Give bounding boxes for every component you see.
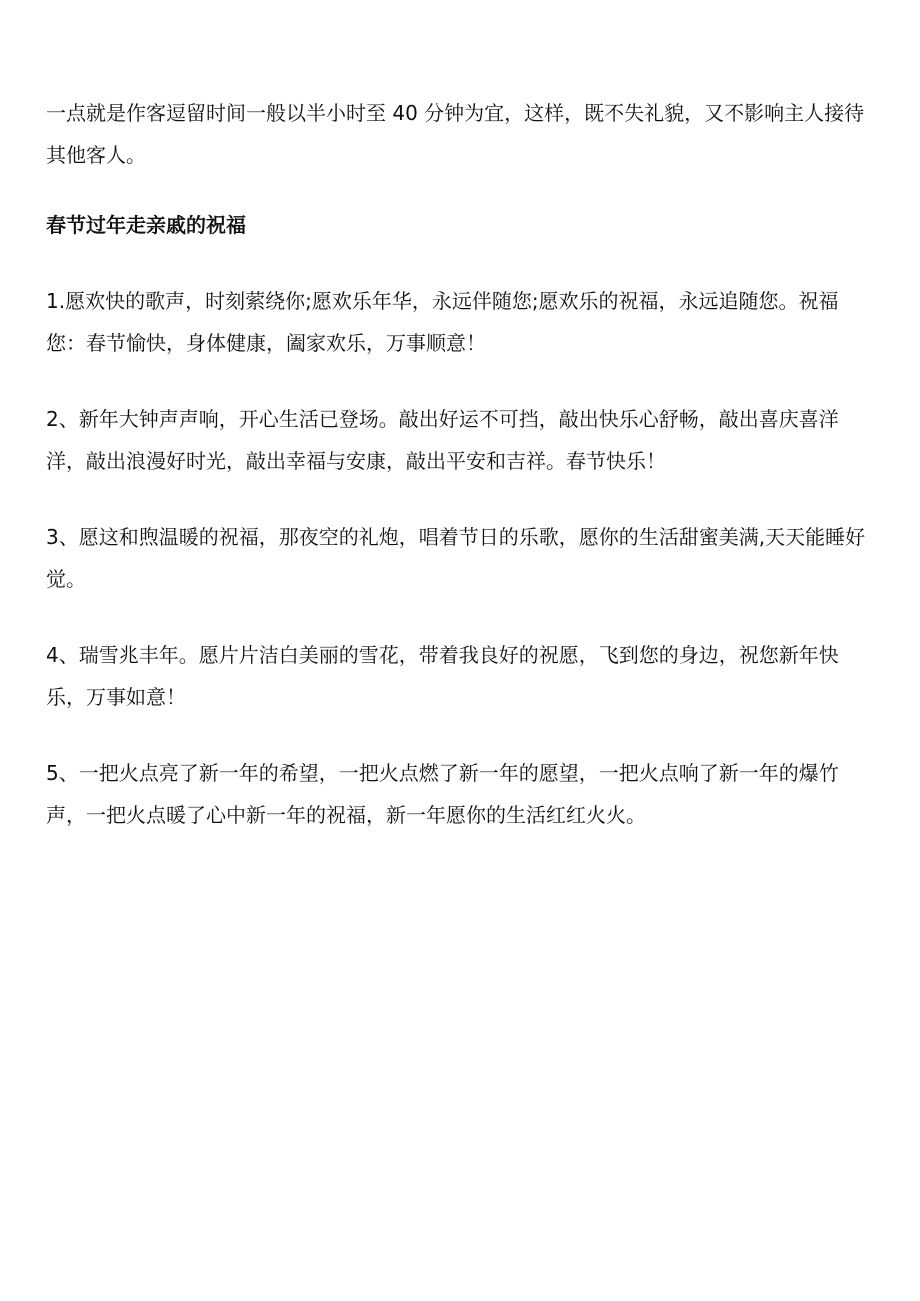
- document-page: [46, 92, 874, 836]
- blessing-paragraph-5: 5、一把火点亮了新一年的希望，一把火点燃了新一年的愿望，一把火点响了新一年的爆竹声，一把火点暖了心中新一年的祝福，新一年愿你的生活红红火火。: [46, 761, 839, 827]
- blessing-paragraph-4: 4、瑞雪兆丰年。愿片片洁白美丽的雪花，带着我良好的祝愿，飞到您的身边，祝您新年快乐，万事如意！: [46, 643, 839, 709]
- spacer: [46, 176, 874, 204]
- spacer: [46, 482, 874, 516]
- blessing-paragraph-3: 3、愿这和煦温暖的祝福，那夜空的礼炮，唱着节日的乐歌，愿你的生活甜蜜美满,天天能睡好觉。: [46, 525, 866, 591]
- blessing-paragraph-2: 2、新年大钟声声响，开心生活已登场。敲出好运不可挡，敲出快乐心舒畅，敲出喜庆喜洋洋，敲出浪漫好时光，敲出幸福与安康，敲出平安和吉祥。春节快乐！: [46, 407, 839, 473]
- spacer: [46, 364, 874, 398]
- blessing-paragraph-1: 1.愿欢快的歌声，时刻萦绕你;愿欢乐年华，永远伴随您;愿欢乐的祝福，永远追随您。祝福您：春节愉快，身体健康，阖家欢乐，万事顺意！: [46, 289, 839, 355]
- spacer: [46, 718, 874, 752]
- spacer: [46, 600, 874, 634]
- section-heading: 春节过年走亲戚的祝福: [46, 213, 246, 237]
- intro-paragraph: 一点就是作客逗留时间一般以半小时至 40 分钟为宜，这样，既不失礼貌，又不影响主人接待其他客人。: [46, 101, 865, 167]
- spacer: [46, 246, 874, 280]
